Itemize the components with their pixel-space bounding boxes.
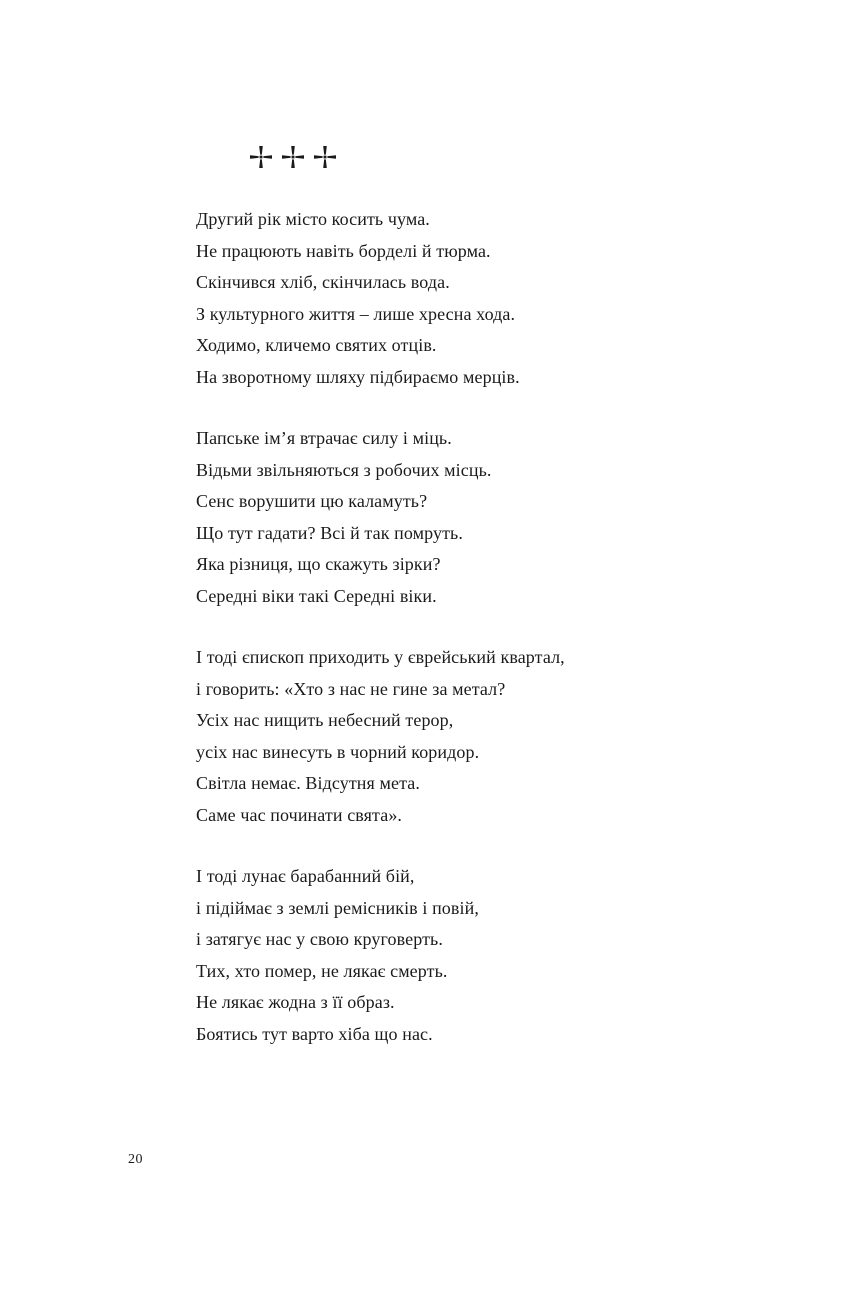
poem-line: і говорить: «Хто з нас не гине за метал? (196, 678, 506, 699)
cross-pattee-icon (312, 144, 338, 170)
poem-line: Саме час починати свята». (196, 804, 403, 825)
poem-body (196, 204, 796, 1080)
poem-line: Яка різниця, що скажуть зірки? (196, 554, 441, 574)
poem-line: Боятись тут варто хіба що нас. (196, 1023, 433, 1044)
stanza-1 (196, 204, 796, 393)
poem-line: Другий рік місто косить чума. (196, 209, 430, 229)
stanza-3 (196, 642, 796, 831)
page-number: 20 (128, 1152, 143, 1167)
cross-pattee-icon (280, 144, 306, 170)
stanza-2 (196, 423, 796, 612)
section-ornament (248, 144, 338, 170)
poem-line: Ходимо, кличемо святих отців. (196, 335, 437, 355)
poem-line: і затягує нас у свою круговерть. (196, 929, 443, 949)
poem-line: Середні віки такі Середні віки. (196, 585, 437, 606)
poem-line: Не лякає жодна з її образ. (196, 992, 395, 1012)
poem-line: Світла немає. Відсутня мета. (196, 773, 420, 793)
poem-line: усіх нас винесуть в чорний коридор. (196, 741, 480, 762)
poem-line: Відьми звільняються з робочих місць. (196, 459, 492, 480)
poem-line: На зворотному шляху підбираємо мерців. (196, 366, 520, 387)
poem-line: і підіймає з землі ремісників і повій, (196, 897, 479, 918)
poem-line: Папське ім’я втрачає силу і міць. (196, 428, 452, 448)
cross-pattee-icon (248, 144, 274, 170)
poem-line: Тих, хто помер, не лякає смерть. (196, 960, 448, 981)
poem-line: Що тут гадати? Всі й так помруть. (196, 522, 463, 543)
poem-line: І тоді єпископ приходить у єврейський квартал, (196, 647, 565, 667)
poem-line: Скінчився хліб, скінчилась вода. (196, 272, 450, 292)
stanza-4 (196, 861, 796, 1050)
poem-line: Усіх нас нищить небесний терор, (196, 710, 454, 730)
poem-line: І тоді лунає барабанний бій, (196, 866, 415, 886)
poem-line: Сенс ворушити цю каламуть? (196, 491, 428, 511)
poem-line: Не працюють навіть борделі й тюрма. (196, 240, 491, 261)
poem-line: З культурного життя – лише хресна хода. (196, 303, 516, 324)
